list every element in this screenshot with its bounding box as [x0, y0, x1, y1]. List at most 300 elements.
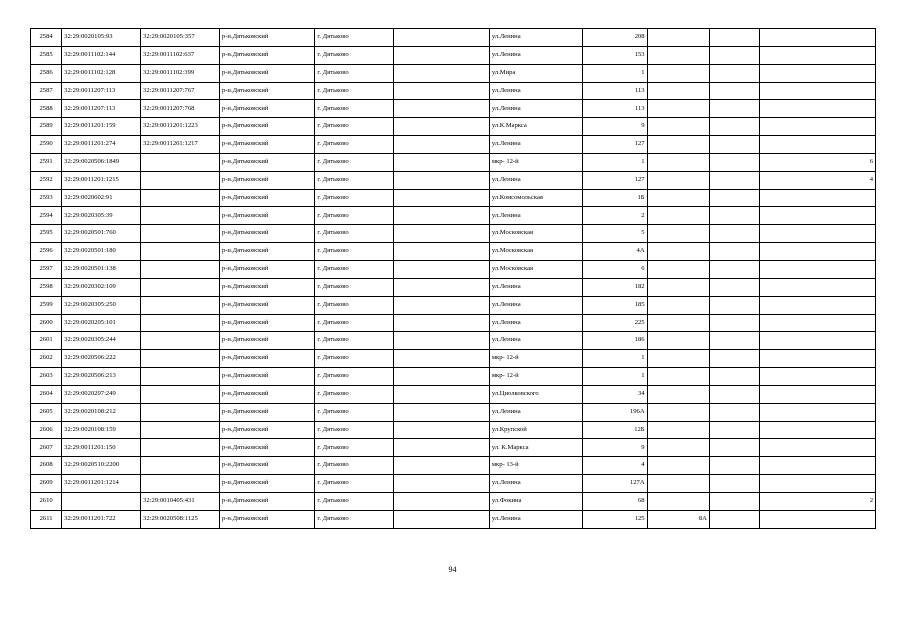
unit-cell	[709, 510, 759, 528]
city-cell: г. Дятьково	[315, 278, 394, 296]
building-cell	[647, 46, 709, 64]
city-cell: г. Дятьково	[315, 207, 394, 225]
unit-cell	[709, 64, 759, 82]
district-cell: р-н.Дятьковский	[219, 82, 315, 100]
district-cell: р-н.Дятьковский	[219, 421, 315, 439]
table-row	[31, 439, 876, 457]
street-cell: ул.Ленина	[489, 510, 582, 528]
city-cell: г. Дятьково	[315, 118, 394, 136]
row-number-cell: 2599	[31, 296, 62, 314]
house-number-cell: 186	[583, 332, 647, 350]
cadastral-number-cell: 32:29:0020305:250	[62, 296, 141, 314]
settlement-cell	[394, 385, 490, 403]
building-cell	[647, 243, 709, 261]
row-number-cell: 2585	[31, 46, 62, 64]
apartment-cell: 2	[759, 492, 875, 510]
building-cell	[647, 368, 709, 386]
district-cell: р-н.Дятьковский	[219, 350, 315, 368]
unit-cell	[709, 207, 759, 225]
street-cell: ул.Комсомольская	[489, 189, 582, 207]
building-cell	[647, 475, 709, 493]
house-number-cell: 113	[583, 100, 647, 118]
apartment-cell	[759, 403, 875, 421]
unit-cell	[709, 100, 759, 118]
settlement-cell	[394, 153, 490, 171]
settlement-cell	[394, 457, 490, 475]
building-cell	[647, 332, 709, 350]
table-row	[31, 296, 876, 314]
settlement-cell	[394, 296, 490, 314]
unit-cell	[709, 403, 759, 421]
parent-cadastral-number-cell: 32:29:0010405:431	[141, 492, 220, 510]
street-cell: ул.Ленина	[489, 29, 582, 47]
settlement-cell	[394, 46, 490, 64]
street-cell: ул.Ленина	[489, 100, 582, 118]
row-number-cell: 2609	[31, 475, 62, 493]
row-number-cell: 2598	[31, 278, 62, 296]
house-number-cell: 127	[583, 171, 647, 189]
parent-cadastral-number-cell	[141, 278, 220, 296]
parent-cadastral-number-cell	[141, 421, 220, 439]
street-cell: мкр- 13-й	[489, 457, 582, 475]
city-cell: г. Дятьково	[315, 510, 394, 528]
district-cell: р-н.Дятьковский	[219, 225, 315, 243]
district-cell: р-н.Дятьковский	[219, 136, 315, 154]
cadastral-number-cell: 32:29:0011207:113	[62, 82, 141, 100]
settlement-cell	[394, 29, 490, 47]
settlement-cell	[394, 278, 490, 296]
street-cell: ул.Мира	[489, 64, 582, 82]
unit-cell	[709, 368, 759, 386]
cadastral-number-cell: 32:29:0020305:244	[62, 332, 141, 350]
parent-cadastral-number-cell	[141, 225, 220, 243]
apartment-cell	[759, 475, 875, 493]
cadastral-number-cell: 32:29:0011201:1214	[62, 475, 141, 493]
unit-cell	[709, 136, 759, 154]
district-cell: р-н.Дятьковский	[219, 510, 315, 528]
street-cell: мкр- 12-й	[489, 350, 582, 368]
row-number-cell: 2607	[31, 439, 62, 457]
table-row	[31, 64, 876, 82]
building-cell	[647, 314, 709, 332]
city-cell: г. Дятьково	[315, 171, 394, 189]
street-cell: ул.Ленина	[489, 296, 582, 314]
district-cell: р-н.Дятьковский	[219, 368, 315, 386]
table-row	[31, 278, 876, 296]
building-cell	[647, 189, 709, 207]
parent-cadastral-number-cell	[141, 153, 220, 171]
row-number-cell: 2588	[31, 100, 62, 118]
apartment-cell	[759, 385, 875, 403]
city-cell: г. Дятьково	[315, 457, 394, 475]
street-cell: мкр- 12-й	[489, 153, 582, 171]
apartment-cell	[759, 260, 875, 278]
settlement-cell	[394, 118, 490, 136]
unit-cell	[709, 475, 759, 493]
district-cell: р-н.Дятьковский	[219, 457, 315, 475]
settlement-cell	[394, 314, 490, 332]
district-cell: р-н.Дятьковский	[219, 403, 315, 421]
cadastral-number-cell: 32:29:0020302:109	[62, 278, 141, 296]
parent-cadastral-number-cell	[141, 207, 220, 225]
building-cell: 8А	[647, 510, 709, 528]
district-cell: р-н.Дятьковский	[219, 243, 315, 261]
row-number-cell: 2594	[31, 207, 62, 225]
house-number-cell: 34	[583, 385, 647, 403]
district-cell: р-н.Дятьковский	[219, 314, 315, 332]
building-cell	[647, 403, 709, 421]
house-number-cell: 4	[583, 457, 647, 475]
street-cell: ул.Ленина	[489, 46, 582, 64]
house-number-cell: 127А	[583, 475, 647, 493]
unit-cell	[709, 296, 759, 314]
city-cell: г. Дятьково	[315, 46, 394, 64]
table-row	[31, 332, 876, 350]
house-number-cell: 125	[583, 510, 647, 528]
parent-cadastral-number-cell	[141, 243, 220, 261]
city-cell: г. Дятьково	[315, 153, 394, 171]
street-cell: ул.Циолковского	[489, 385, 582, 403]
row-number-cell: 2597	[31, 260, 62, 278]
street-cell: ул.Ленина	[489, 171, 582, 189]
row-number-cell: 2595	[31, 225, 62, 243]
parent-cadastral-number-cell	[141, 457, 220, 475]
table-row	[31, 350, 876, 368]
house-number-cell: 12Б	[583, 421, 647, 439]
house-number-cell: 113	[583, 82, 647, 100]
page-number: 94	[448, 565, 457, 574]
table-row	[31, 421, 876, 439]
building-cell	[647, 64, 709, 82]
parent-cadastral-number-cell	[141, 171, 220, 189]
table-row	[31, 29, 876, 47]
unit-cell	[709, 171, 759, 189]
street-cell: ул.К.Маркса	[489, 118, 582, 136]
parent-cadastral-number-cell	[141, 403, 220, 421]
cadastral-number-cell: 32:29:0011201:722	[62, 510, 141, 528]
settlement-cell	[394, 82, 490, 100]
district-cell: р-н.Дятьковский	[219, 118, 315, 136]
cadastral-number-cell: 32:29:0011207:113	[62, 100, 141, 118]
unit-cell	[709, 189, 759, 207]
house-number-cell: 208	[583, 29, 647, 47]
city-cell: г. Дятьково	[315, 492, 394, 510]
settlement-cell	[394, 225, 490, 243]
unit-cell	[709, 82, 759, 100]
settlement-cell	[394, 350, 490, 368]
district-cell: р-н.Дятьковский	[219, 29, 315, 47]
city-cell: г. Дятьково	[315, 136, 394, 154]
row-number-cell: 2584	[31, 29, 62, 47]
house-number-cell: 4А	[583, 243, 647, 261]
city-cell: г. Дятьково	[315, 243, 394, 261]
settlement-cell	[394, 171, 490, 189]
settlement-cell	[394, 421, 490, 439]
street-cell: ул.Ленина	[489, 136, 582, 154]
house-number-cell: 2	[583, 207, 647, 225]
table-row	[31, 225, 876, 243]
unit-cell	[709, 385, 759, 403]
house-number-cell: 9	[583, 118, 647, 136]
settlement-cell	[394, 189, 490, 207]
table-row	[31, 207, 876, 225]
parent-cadastral-number-cell	[141, 368, 220, 386]
table-row	[31, 171, 876, 189]
row-number-cell: 2586	[31, 64, 62, 82]
building-cell	[647, 385, 709, 403]
table-row	[31, 385, 876, 403]
cadastral-number-cell: 32:29:0020105:93	[62, 29, 141, 47]
house-number-cell: 185	[583, 296, 647, 314]
city-cell: г. Дятьково	[315, 421, 394, 439]
district-cell: р-н.Дятьковский	[219, 153, 315, 171]
district-cell: р-н.Дятьковский	[219, 46, 315, 64]
apartment-cell	[759, 189, 875, 207]
parent-cadastral-number-cell: 32:29:0011201:1223	[141, 118, 220, 136]
building-cell	[647, 350, 709, 368]
city-cell: г. Дятьково	[315, 296, 394, 314]
building-cell	[647, 296, 709, 314]
row-number-cell: 2589	[31, 118, 62, 136]
apartment-cell: 6	[759, 153, 875, 171]
city-cell: г. Дятьково	[315, 82, 394, 100]
district-cell: р-н.Дятьковский	[219, 260, 315, 278]
settlement-cell	[394, 475, 490, 493]
cadastral-number-cell: 32:29:0020108:159	[62, 421, 141, 439]
settlement-cell	[394, 207, 490, 225]
cadastral-number-cell: 32:29:0020501:760	[62, 225, 141, 243]
unit-cell	[709, 29, 759, 47]
table-row	[31, 403, 876, 421]
parent-cadastral-number-cell	[141, 314, 220, 332]
row-number-cell: 2605	[31, 403, 62, 421]
city-cell: г. Дятьково	[315, 350, 394, 368]
city-cell: г. Дятьково	[315, 225, 394, 243]
unit-cell	[709, 46, 759, 64]
parent-cadastral-number-cell	[141, 332, 220, 350]
cadastral-number-cell: 32:29:0020207:249	[62, 385, 141, 403]
city-cell: г. Дятьково	[315, 368, 394, 386]
cadastral-number-cell: 32:29:0011102:144	[62, 46, 141, 64]
unit-cell	[709, 457, 759, 475]
unit-cell	[709, 421, 759, 439]
settlement-cell	[394, 492, 490, 510]
cadastral-number-cell: 32:29:0020108:212	[62, 403, 141, 421]
street-cell: ул.Ленина	[489, 278, 582, 296]
street-cell: ул.Ленина	[489, 314, 582, 332]
apartment-cell	[759, 510, 875, 528]
building-cell	[647, 492, 709, 510]
settlement-cell	[394, 403, 490, 421]
unit-cell	[709, 225, 759, 243]
table-row	[31, 153, 876, 171]
row-number-cell: 2608	[31, 457, 62, 475]
district-cell: р-н.Дятьковский	[219, 64, 315, 82]
cadastral-number-cell: 32:29:0020205:101	[62, 314, 141, 332]
settlement-cell	[394, 136, 490, 154]
cadastral-number-cell	[62, 492, 141, 510]
apartment-cell	[759, 332, 875, 350]
settlement-cell	[394, 332, 490, 350]
settlement-cell	[394, 100, 490, 118]
table-row	[31, 510, 876, 528]
unit-cell	[709, 314, 759, 332]
apartment-cell	[759, 421, 875, 439]
building-cell	[647, 171, 709, 189]
city-cell: г. Дятьково	[315, 64, 394, 82]
building-cell	[647, 439, 709, 457]
apartment-cell	[759, 29, 875, 47]
building-cell	[647, 225, 709, 243]
building-cell	[647, 82, 709, 100]
house-number-cell: 153	[583, 46, 647, 64]
district-cell: р-н.Дятьковский	[219, 492, 315, 510]
house-number-cell: 225	[583, 314, 647, 332]
district-cell: р-н.Дятьковский	[219, 171, 315, 189]
apartment-cell	[759, 296, 875, 314]
house-number-cell: 1	[583, 368, 647, 386]
street-cell: ул.Ленина	[489, 403, 582, 421]
city-cell: г. Дятьково	[315, 314, 394, 332]
street-cell: мкр- 12-й	[489, 368, 582, 386]
settlement-cell	[394, 368, 490, 386]
building-cell	[647, 457, 709, 475]
street-cell: ул.Ленина	[489, 82, 582, 100]
apartment-cell	[759, 457, 875, 475]
table-row	[31, 46, 876, 64]
house-number-cell: 1Б	[583, 189, 647, 207]
cadastral-number-cell: 32:29:0011201:274	[62, 136, 141, 154]
unit-cell	[709, 492, 759, 510]
parent-cadastral-number-cell	[141, 350, 220, 368]
building-cell	[647, 207, 709, 225]
cadastral-number-cell: 32:29:0020506:222	[62, 350, 141, 368]
apartment-cell	[759, 82, 875, 100]
row-number-cell: 2611	[31, 510, 62, 528]
parent-cadastral-number-cell: 32:29:0011201:1217	[141, 136, 220, 154]
street-cell: ул.Фокина	[489, 492, 582, 510]
cadastral-number-cell: 32:29:0020506:213	[62, 368, 141, 386]
city-cell: г. Дятьково	[315, 403, 394, 421]
apartment-cell	[759, 314, 875, 332]
apartment-cell	[759, 64, 875, 82]
registry-table	[30, 28, 876, 529]
unit-cell	[709, 332, 759, 350]
parent-cadastral-number-cell	[141, 296, 220, 314]
street-cell: ул.Ленина	[489, 332, 582, 350]
unit-cell	[709, 278, 759, 296]
row-number-cell: 2601	[31, 332, 62, 350]
building-cell	[647, 153, 709, 171]
street-cell: ул.Московская	[489, 243, 582, 261]
apartment-cell	[759, 46, 875, 64]
building-cell	[647, 118, 709, 136]
district-cell: р-н.Дятьковский	[219, 189, 315, 207]
apartment-cell	[759, 118, 875, 136]
row-number-cell: 2600	[31, 314, 62, 332]
table-row	[31, 368, 876, 386]
building-cell	[647, 278, 709, 296]
house-number-cell: 68	[583, 492, 647, 510]
row-number-cell: 2587	[31, 82, 62, 100]
district-cell: р-н.Дятьковский	[219, 439, 315, 457]
settlement-cell	[394, 243, 490, 261]
building-cell	[647, 260, 709, 278]
district-cell: р-н.Дятьковский	[219, 296, 315, 314]
cadastral-number-cell: 32:29:0020506:1849	[62, 153, 141, 171]
city-cell: г. Дятьково	[315, 439, 394, 457]
row-number-cell: 2606	[31, 421, 62, 439]
apartment-cell: 4	[759, 171, 875, 189]
parent-cadastral-number-cell: 32:29:0020105:357	[141, 29, 220, 47]
parent-cadastral-number-cell: 32:29:0011207:768	[141, 100, 220, 118]
apartment-cell	[759, 368, 875, 386]
table-row	[31, 314, 876, 332]
table-row	[31, 136, 876, 154]
district-cell: р-н.Дятьковский	[219, 207, 315, 225]
apartment-cell	[759, 225, 875, 243]
cadastral-number-cell: 32:29:0020501:138	[62, 260, 141, 278]
street-cell: ул.Крупской	[489, 421, 582, 439]
cadastral-number-cell: 32:29:0020602:91	[62, 189, 141, 207]
row-number-cell: 2596	[31, 243, 62, 261]
cadastral-number-cell: 32:29:0020305:39	[62, 207, 141, 225]
city-cell: г. Дятьково	[315, 260, 394, 278]
cadastral-number-cell: 32:29:0011201:159	[62, 118, 141, 136]
row-number-cell: 2593	[31, 189, 62, 207]
table-row	[31, 475, 876, 493]
parent-cadastral-number-cell	[141, 475, 220, 493]
apartment-cell	[759, 350, 875, 368]
row-number-cell: 2591	[31, 153, 62, 171]
apartment-cell	[759, 439, 875, 457]
unit-cell	[709, 243, 759, 261]
settlement-cell	[394, 439, 490, 457]
apartment-cell	[759, 207, 875, 225]
house-number-cell: 182	[583, 278, 647, 296]
table-row	[31, 260, 876, 278]
table-row	[31, 457, 876, 475]
table-row	[31, 492, 876, 510]
building-cell	[647, 421, 709, 439]
parent-cadastral-number-cell: 32:29:0011102:399	[141, 64, 220, 82]
city-cell: г. Дятьково	[315, 29, 394, 47]
parent-cadastral-number-cell: 32:29:0020508:1125	[141, 510, 220, 528]
row-number-cell: 2610	[31, 492, 62, 510]
table-row	[31, 118, 876, 136]
district-cell: р-н.Дятьковский	[219, 332, 315, 350]
unit-cell	[709, 350, 759, 368]
district-cell: р-н.Дятьковский	[219, 385, 315, 403]
settlement-cell	[394, 260, 490, 278]
settlement-cell	[394, 64, 490, 82]
cadastral-number-cell: 32:29:0020501:180	[62, 243, 141, 261]
parent-cadastral-number-cell: 32:29:0011102:637	[141, 46, 220, 64]
parent-cadastral-number-cell	[141, 260, 220, 278]
row-number-cell: 2592	[31, 171, 62, 189]
unit-cell	[709, 439, 759, 457]
street-cell: ул.Ленина	[489, 475, 582, 493]
city-cell: г. Дятьково	[315, 100, 394, 118]
row-number-cell: 2603	[31, 368, 62, 386]
house-number-cell: 196А	[583, 403, 647, 421]
table-row	[31, 82, 876, 100]
house-number-cell: 5	[583, 225, 647, 243]
apartment-cell	[759, 243, 875, 261]
unit-cell	[709, 260, 759, 278]
district-cell: р-н.Дятьковский	[219, 475, 315, 493]
table-row	[31, 243, 876, 261]
